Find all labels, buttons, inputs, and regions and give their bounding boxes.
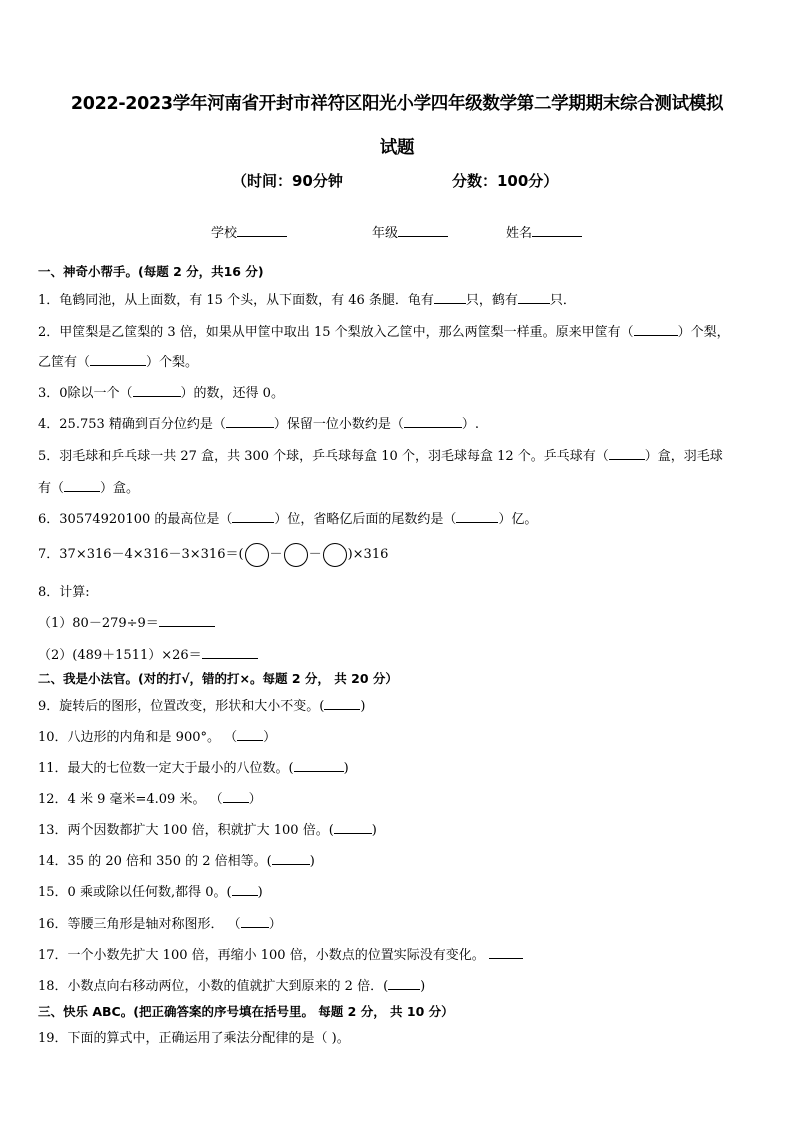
q11-blank[interactable] (294, 759, 344, 772)
q16-blank[interactable] (241, 915, 269, 928)
q9-text-a: 9．旋转后的图形，位置改变，形状和大小不变。( (38, 699, 325, 714)
q1-blank-2[interactable] (518, 291, 550, 304)
q5-text-a: 5．羽毛球和乒乓球一共 27 盒，共 300 个球，乒乓球每盒 10 个，羽毛球每盒 12 个。乒乓球有（ (38, 449, 609, 464)
q17-blank[interactable] (489, 946, 523, 959)
q11-text-a: 11．最大的七位数一定大于最小的八位数。( (38, 761, 294, 776)
q14-text-a: 14．35 的 20 倍和 350 的 2 倍相等。( (38, 854, 272, 869)
q7-circle-blank-2[interactable] (284, 543, 308, 567)
q2-text-b: ）个梨， (677, 325, 730, 340)
q10-blank[interactable] (237, 728, 263, 741)
question-17 (38, 946, 764, 965)
q5-blank-2[interactable] (64, 479, 100, 492)
q4-blank-2[interactable] (404, 415, 462, 428)
q15-text-b: ) (257, 885, 263, 900)
question-8-part-2 (38, 646, 764, 665)
q2-blank-1[interactable] (634, 323, 678, 336)
question-8: 8．计算: (38, 585, 90, 600)
question-5-cont (38, 479, 764, 498)
q6-text-b: ）位，省略亿后面的尾数约是（ (274, 512, 457, 527)
q8-blank-2[interactable] (202, 646, 258, 659)
question-18 (38, 977, 764, 996)
q18-blank[interactable] (388, 977, 420, 990)
question-9 (38, 697, 764, 716)
q1-text-b: 只，鹤有 (465, 293, 518, 308)
q7-circle-blank-1[interactable] (245, 543, 269, 567)
question-8-part-1 (38, 614, 764, 633)
q6-blank-1[interactable] (232, 510, 274, 523)
q3-text-a: 3．0除以一个（ (38, 386, 133, 401)
q2-text-c: 乙筐有（ (38, 355, 91, 370)
question-5 (38, 447, 764, 466)
grade-field[interactable] (372, 222, 448, 241)
q8-p1-text: （1）80－279÷9＝ (38, 616, 159, 631)
question-6 (38, 510, 764, 529)
q17-text-a: 17．一个小数先扩大 100 倍，再缩小 100 倍，小数点的位置实际没有变化。 (38, 948, 485, 963)
name-blank[interactable] (532, 224, 582, 237)
q8-p2-text: （2）(489＋1511）×26＝ (38, 648, 202, 663)
question-10 (38, 728, 764, 747)
q3-blank[interactable] (133, 384, 181, 397)
q10-text-b: ） (263, 730, 277, 745)
q16-text-a: 16．等腰三角形是轴对称图形． （ (38, 917, 241, 932)
question-15 (38, 883, 764, 902)
q12-blank[interactable] (223, 790, 249, 803)
q1-text-c: 只． (549, 293, 576, 308)
question-2-cont (38, 353, 764, 372)
q6-text-c: ）亿。 (498, 512, 538, 527)
q12-text-b: ） (248, 792, 262, 807)
section-2-heading: 二、我是小法官。(对的打√，错的打×。每题 2 分， 共 20 分） (38, 671, 398, 686)
q10-text-a: 10．八边形的内角和是 900°。 （ (38, 730, 238, 745)
q15-text-a: 15．0 乘或除以任何数,都得 0。( (38, 885, 232, 900)
name-field[interactable] (506, 222, 582, 241)
q7-minus-2: － (308, 547, 322, 562)
q11-text-b: ) (343, 761, 349, 776)
question-11 (38, 759, 764, 778)
q6-text-a: 6．30574920100 的最高位是（ (38, 512, 233, 527)
q2-text-d: ）个梨。 (146, 355, 199, 370)
q7-text-a: 7．37×316－4×316－3×316＝( (38, 547, 244, 562)
question-13 (38, 821, 764, 840)
exam-title (40, 82, 754, 170)
name-label: 姓名 (506, 226, 533, 241)
q7-text-b: )×316 (347, 547, 389, 562)
question-14 (38, 852, 764, 871)
q4-text-a: 4．25.753 精确到百分位约是（ (38, 417, 226, 432)
title-line-2: 试题 (379, 138, 415, 158)
school-label: 学校 (211, 226, 238, 241)
section-3-heading: 三、快乐 ABC。(把正确答案的序号填在括号里。 每题 2 分， 共 10 分） (38, 1004, 454, 1019)
grade-label: 年级 (372, 226, 399, 241)
q12-text-a: 12．4 米 9 毫米=4.09 米。 （ (38, 792, 223, 807)
question-3 (38, 384, 764, 403)
q4-text-c: ）. (461, 417, 480, 432)
q4-blank-1[interactable] (226, 415, 274, 428)
q3-text-b: ）的数，还得 0。 (180, 386, 284, 401)
question-4 (38, 415, 764, 434)
grade-blank[interactable] (398, 224, 448, 237)
question-16 (38, 915, 764, 934)
q14-text-b: ) (309, 854, 315, 869)
q5-text-b: ）盒，羽毛球 (644, 449, 723, 464)
q1-text-a: 1．龟鹤同池，从上面数，有 15 个头，从下面数，有 46 条腿．龟有 (38, 293, 434, 308)
q5-text-c: 有（ (38, 481, 65, 496)
q7-circle-blank-3[interactable] (323, 543, 347, 567)
section-1-heading: 一、神奇小帮手。(每题 2 分，共16 分) (38, 264, 264, 279)
q18-text-b: ) (420, 979, 426, 994)
question-1 (38, 291, 764, 310)
q18-text-a: 18．小数点向右移动两位，小数的值就扩大到原来的 2 倍．( (38, 979, 389, 994)
q14-blank[interactable] (272, 852, 310, 865)
question-12 (38, 790, 764, 809)
q13-blank[interactable] (334, 821, 372, 834)
question-2 (38, 323, 764, 342)
q16-text-b: ） (268, 917, 282, 932)
q7-minus-1: － (269, 547, 283, 562)
q9-text-b: ) (360, 699, 366, 714)
question-19: 19．下面的算式中，正确运用了乘法分配律的是（ )。 (38, 1031, 350, 1046)
q6-blank-2[interactable] (456, 510, 498, 523)
q13-text-b: ) (371, 823, 377, 838)
q9-blank[interactable] (324, 697, 360, 710)
q8-blank-1[interactable] (159, 614, 215, 627)
exam-score: 分数：100分） (452, 172, 559, 190)
school-blank[interactable] (237, 224, 287, 237)
q5-blank-1[interactable] (609, 447, 645, 460)
q1-blank-1[interactable] (434, 291, 466, 304)
q13-text-a: 13．两个因数都扩大 100 倍，积就扩大 100 倍。( (38, 823, 334, 838)
exam-time: （时间：90分钟 (232, 172, 343, 190)
q2-text-a: 2．甲筐梨是乙筐梨的 3 倍，如果从甲筐中取出 15 个梨放入乙筐中，那么两筐梨一样重。原来甲筐有（ (38, 325, 634, 340)
question-7 (38, 542, 764, 568)
title-line-1: 2022-2023学年河南省开封市祥符区阳光小学四年级数学第二学期期末综合测试模拟 (70, 94, 724, 114)
school-field[interactable] (211, 222, 287, 241)
q15-blank[interactable] (232, 883, 258, 896)
q2-blank-2[interactable] (90, 353, 146, 366)
q5-text-d: ）盒。 (100, 481, 140, 496)
q4-text-b: ）保留一位小数约是（ (273, 417, 404, 432)
